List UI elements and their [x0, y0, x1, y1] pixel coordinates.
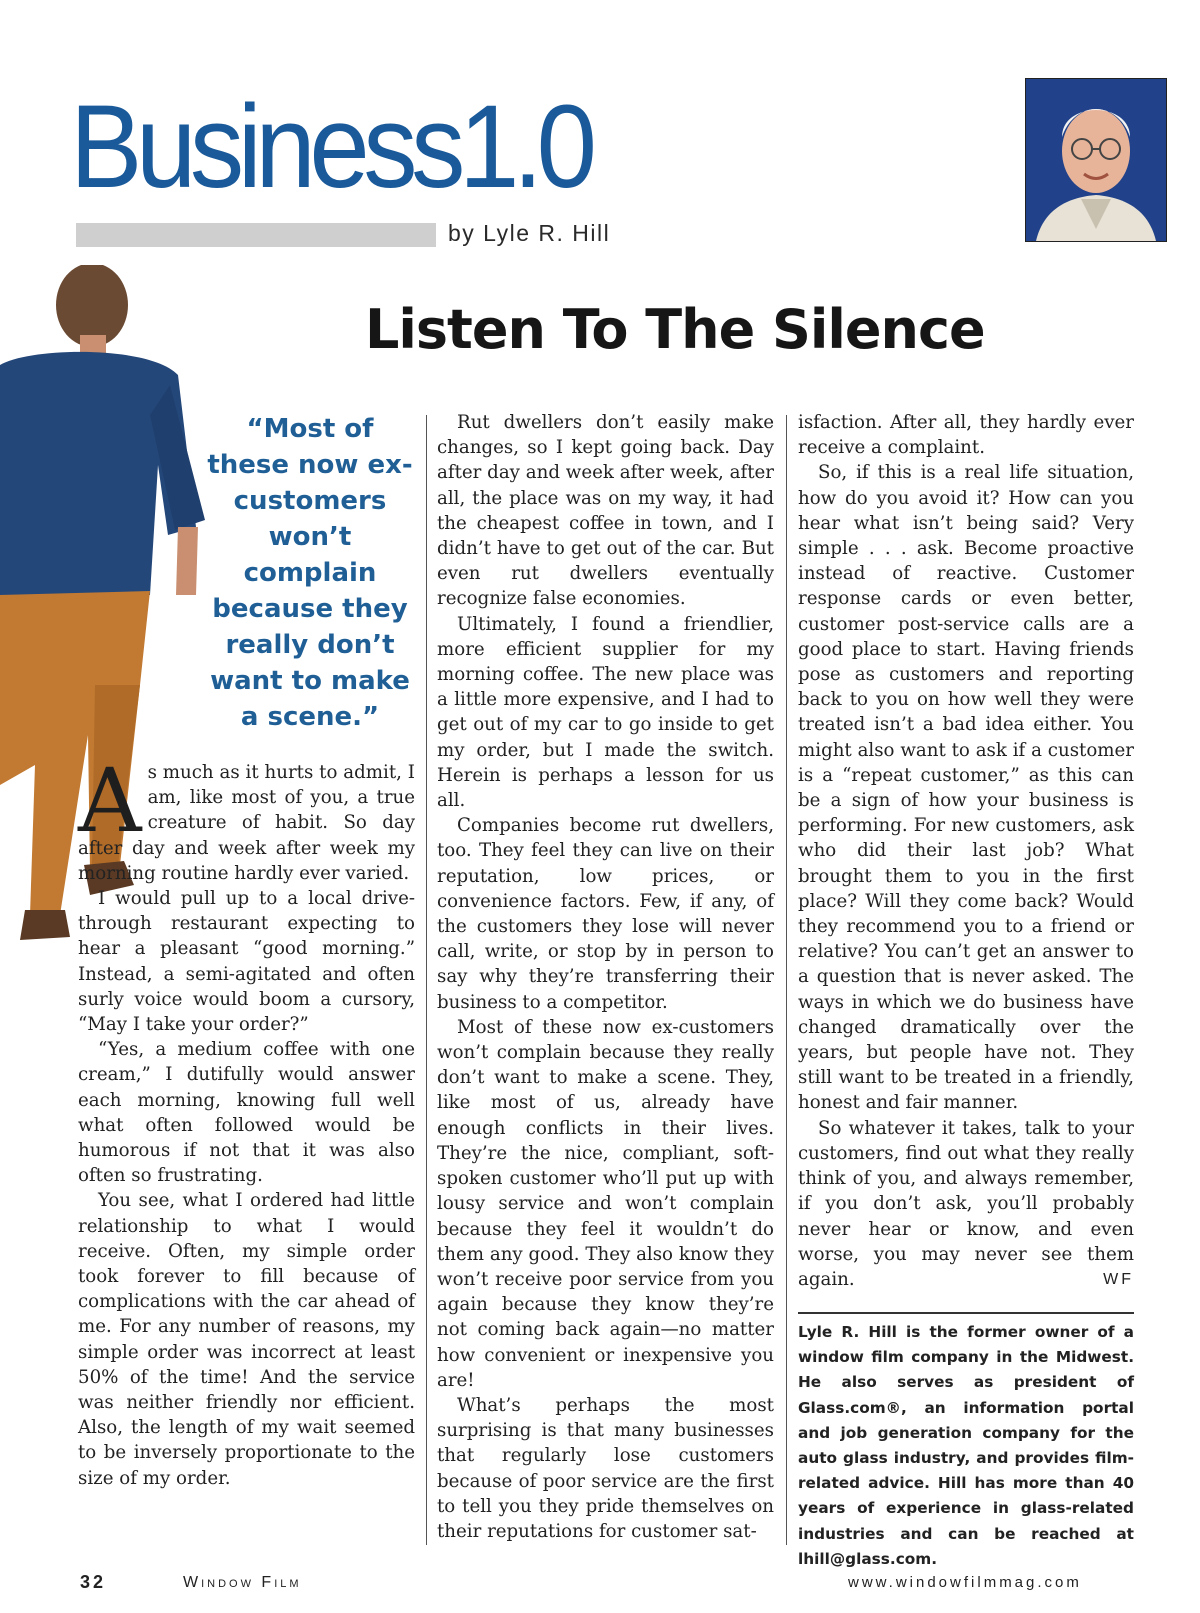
column-divider	[786, 415, 787, 1545]
paragraph: Companies become rut dwellers, too. They feel they can live on their reputation, low prices, or convenience factors. Few, if any, of the customers they lose will never call, write, or stop by in person to say why they’re transferring their business to a competitor.	[437, 815, 774, 1013]
author-portrait	[1025, 78, 1167, 242]
bio-divider	[798, 1312, 1134, 1314]
logo-underline-bar	[76, 223, 436, 247]
section-logo: Business1.0	[70, 81, 591, 213]
article-column-3	[798, 410, 1134, 1292]
paragraph: I would pull up to a local drive-through restaurant expecting to hear a pleasant “good morning.” Instead, a semi-agitated and often surly voice would boom a cursory, “May I take your order?”	[78, 888, 415, 1036]
paragraph: So, if this is a real life situation, how do you avoid it? How can you hear what isn’t being said? Very simple . . . ask. Become proactive instead of reactive. Customer response cards or even better, customer post-service calls are a good place to start. Having friends pose as customers and reporting back to you on how well they were treated isn’t a bad idea either. You might also want to ask if a customer is a “repeat customer,” as this can be a sign of how your business is performing. For new customers, ask who did their last job? What brought them to you in the first place? Will they come back? Would they recommend you to a friend or relative? You can’t get an answer to a question that is never asked. The ways in which we do business have changed dramatically over the years, but people have not. They still want to be treated in a friendly, honest and fair manner.	[798, 462, 1134, 1114]
pull-quote: “Most of these now ex-customers won’t complain because they really don’t want to make a scene.”	[207, 414, 413, 732]
drop-cap: A	[78, 749, 142, 852]
article-title: Listen To The Silence	[365, 298, 985, 361]
paragraph: Rut dwellers don’t easily make changes, so I kept going back. Day after day and week after week, after all, the place was on my way, it had the cheapest coffee in town, and I didn’t have to get out of the car. But even rut dwellers eventually recognize false economies.	[437, 412, 774, 610]
paragraph: “Yes, a medium coffee with one cream,” I dutifully would answer each morning, knowing full well what often followed would be humorous if not that it was also often so frustrating.	[78, 1039, 415, 1187]
author-bio: Lyle R. Hill is the former owner of a window film company in the Midwest. He also serves as president of Glass.com®, an information portal and job generation company for the auto glass industry, and provides film-related advice. Hill has more than 40 years of experience in glass-related industries and can be reached at lhill@glass.com.	[798, 1323, 1134, 1568]
paragraph	[798, 1116, 1134, 1292]
byline: by Lyle R. Hill	[448, 220, 611, 246]
magazine-name: Window Film	[183, 1574, 302, 1591]
magazine-url: www.windowfilmmag.com	[848, 1574, 1082, 1591]
article-column-2	[437, 410, 774, 1544]
paragraph: isfaction. After all, they hardly ever receive a complaint.	[798, 412, 1134, 459]
paragraph-text: So whatever it takes, talk to your customers, find out what they really think of you, and always remember, if you don’t ask, you’ll probably never hear or know, and even worse, you may never see them again.	[798, 1117, 1134, 1290]
paragraph: Most of these now ex-customers won’t complain because they really don’t want to make a scene. They, like most of us, already have enough conflicts in their lives. They’re the nice, compliant, soft-spoken customer who’ll put up with lousy service and won’t complain because they feel it wouldn’t do them any good. They also know they won’t receive poor service from you again because they know they’re not coming back again—no matter how convenient or inexpensive you are!	[437, 1016, 774, 1391]
paragraph: Ultimately, I found a friendlier, more efficient supplier for my morning coffee. The new place was a little more expensive, and I had to get out of my car to go inside to get my order, but I made the switch. Herein is perhaps a lesson for us all.	[437, 613, 774, 812]
paragraph: What’s perhaps the most surprising is that many businesses that regularly lose customers because of poor service are the first to tell you they pride themselves on their reputations for customer sat-	[437, 1394, 774, 1542]
column-divider	[426, 415, 427, 1545]
page-number: 32	[80, 1572, 107, 1592]
paragraph	[78, 749, 415, 886]
author-portrait-illustration	[1026, 79, 1166, 241]
paragraph: You see, what I ordered had little relationship to what I would receive. Often, my simple order took forever to fill because of complications with the car ahead of me. For any number of reasons, my simple order was incorrect at least 50% of the time! And the service was neither friendly nor efficient. Also, the length of my wait seemed to be inversely proportionate to the size of my order.	[78, 1190, 415, 1489]
paragraph-text: s much as it hurts to admit, I am, like most of you, a true creature of habit. So day after day and week after week my morning routine hardly ever varied.	[78, 762, 415, 884]
article-column-1	[78, 749, 415, 1491]
signoff-mark: WF	[1103, 1270, 1134, 1288]
